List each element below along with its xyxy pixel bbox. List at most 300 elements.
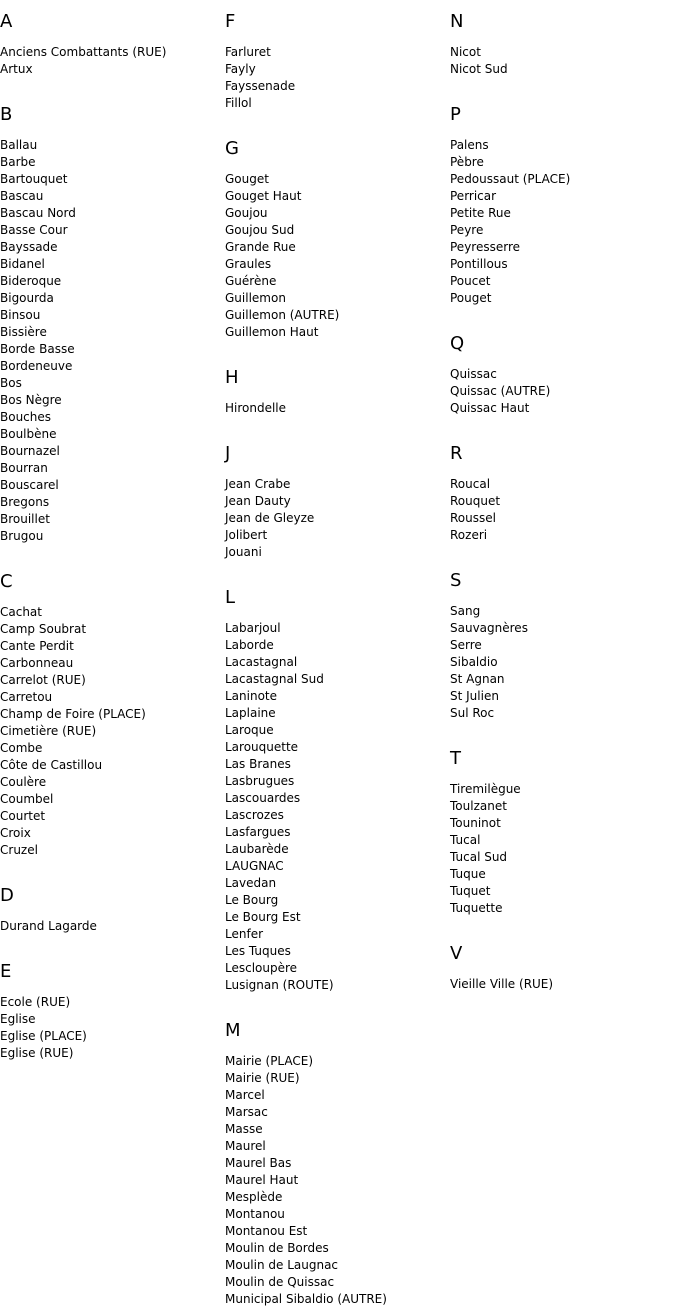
street-link-eglise-rue[interactable]: Eglise (RUE)	[0, 1046, 74, 1060]
street-link-laugnac[interactable]: LAUGNAC	[225, 859, 284, 873]
street-list-item	[0, 273, 225, 290]
street-list-item	[0, 239, 225, 256]
street-link-borde-basse[interactable]: Borde Basse	[0, 342, 75, 356]
street-link-cote-de-castillou[interactable]: Côte de Castillou	[0, 758, 103, 772]
street-link-bideroque[interactable]: Bideroque	[0, 274, 62, 288]
street-link-binsou[interactable]: Binsou	[0, 308, 41, 322]
letter-group-f	[225, 12, 450, 112]
street-list-item	[225, 95, 450, 112]
street-link-boulbene[interactable]: Boulbène	[0, 427, 57, 441]
street-list-item	[225, 875, 450, 892]
street-list-item	[0, 188, 225, 205]
letter-heading: V	[450, 943, 463, 964]
street-link-moulin-de-quissac[interactable]: Moulin de Quissac	[225, 1275, 335, 1289]
street-link-sauvagneres[interactable]: Sauvagnères	[450, 621, 528, 635]
street-list-item	[450, 273, 675, 290]
letter-group-a	[0, 12, 225, 78]
street-link-peyresserre[interactable]: Peyresserre	[450, 240, 521, 254]
street-list-item	[225, 1240, 450, 1257]
street-link-tuquette[interactable]: Tuquette	[450, 901, 503, 915]
street-link-pebre[interactable]: Pèbre	[450, 155, 484, 169]
street-link-bascau[interactable]: Bascau	[0, 189, 44, 203]
street-link-jolibert[interactable]: Jolibert	[225, 528, 268, 542]
street-link-bregons[interactable]: Bregons	[0, 495, 50, 509]
street-list-item	[450, 366, 675, 383]
street-link-gouget-haut[interactable]: Gouget Haut	[225, 189, 302, 203]
letter-group-q	[450, 334, 675, 417]
street-list-item	[225, 909, 450, 926]
street-list-item	[225, 807, 450, 824]
street-link-fayly[interactable]: Fayly	[225, 62, 256, 76]
street-link-poucet[interactable]: Poucet	[450, 274, 491, 288]
street-link-municipal-sibaldio-autre[interactable]: Municipal Sibaldio (AUTRE)	[225, 1292, 387, 1306]
street-link-petite-rue[interactable]: Petite Rue	[450, 206, 511, 220]
street-link-gouget[interactable]: Gouget	[225, 172, 269, 186]
letter-heading: E	[0, 961, 12, 982]
street-link-bos-negre[interactable]: Bos Nègre	[0, 393, 62, 407]
street-list-item	[225, 892, 450, 909]
street-link-serre[interactable]: Serre	[450, 638, 482, 652]
street-list-item	[225, 926, 450, 943]
letter-group-d	[0, 886, 225, 935]
street-list-item	[0, 842, 225, 859]
street-list-item	[225, 1138, 450, 1155]
letter-group-h	[225, 368, 450, 417]
street-list	[0, 994, 225, 1062]
street-list	[0, 137, 225, 545]
street-list	[0, 44, 225, 78]
street-list-item	[450, 256, 675, 273]
street-link-maurel-haut[interactable]: Maurel Haut	[225, 1173, 299, 1187]
street-link-ecole-rue[interactable]: Ecole (RUE)	[0, 995, 71, 1009]
street-list-item	[0, 137, 225, 154]
street-list-item	[450, 493, 675, 510]
street-link-bournazel[interactable]: Bournazel	[0, 444, 60, 458]
letter-heading: G	[225, 138, 239, 159]
street-list-item	[0, 791, 225, 808]
street-link-guillemon-haut[interactable]: Guillemon Haut	[225, 325, 319, 339]
street-list	[450, 603, 675, 722]
street-link-montanou-est[interactable]: Montanou Est	[225, 1224, 308, 1238]
street-link-jean-de-gleyze[interactable]: Jean de Gleyze	[225, 511, 315, 525]
street-list-item	[225, 44, 450, 61]
street-list-item	[0, 375, 225, 392]
street-link-sibaldio[interactable]: Sibaldio	[450, 655, 498, 669]
street-list-item	[450, 476, 675, 493]
street-list-item	[225, 1189, 450, 1206]
letter-heading: N	[450, 11, 464, 32]
street-list-item	[450, 400, 675, 417]
street-link-goujou-sud[interactable]: Goujou Sud	[225, 223, 295, 237]
street-list-item	[450, 705, 675, 722]
street-link-vieille-ville-rue[interactable]: Vieille Ville (RUE)	[450, 977, 554, 991]
letter-group-m	[225, 1021, 450, 1308]
street-list-item	[450, 781, 675, 798]
letter-group-n	[450, 12, 675, 78]
street-link-eglise-place[interactable]: Eglise (PLACE)	[0, 1029, 87, 1043]
street-list-item	[450, 603, 675, 620]
letter-heading: P	[450, 104, 461, 125]
letter-heading: M	[225, 1020, 241, 1041]
street-list-item	[450, 637, 675, 654]
letter-heading: D	[0, 885, 14, 906]
street-list-item	[0, 1045, 225, 1062]
street-list-item	[225, 256, 450, 273]
street-link-sang[interactable]: Sang	[450, 604, 481, 618]
street-list-item	[225, 705, 450, 722]
street-list-item	[450, 527, 675, 544]
street-link-maurel[interactable]: Maurel	[225, 1139, 266, 1153]
street-list-item	[450, 188, 675, 205]
street-list-item	[225, 400, 450, 417]
street-link-farluret[interactable]: Farluret	[225, 45, 271, 59]
street-link-pedoussaut-place[interactable]: Pedoussaut (PLACE)	[450, 172, 571, 186]
street-list-item	[225, 1087, 450, 1104]
street-list-item	[225, 290, 450, 307]
street-link-lasfargues[interactable]: Lasfargues	[225, 825, 291, 839]
street-link-bascau-nord[interactable]: Bascau Nord	[0, 206, 76, 220]
street-list-item	[225, 1172, 450, 1189]
street-list-item	[225, 773, 450, 790]
street-list-item	[450, 171, 675, 188]
street-list-item	[225, 239, 450, 256]
street-link-carrelot-rue[interactable]: Carrelot (RUE)	[0, 673, 86, 687]
street-list-item	[0, 460, 225, 477]
street-list-item	[0, 994, 225, 1011]
street-list-item	[225, 841, 450, 858]
street-list-item	[450, 61, 675, 78]
street-link-laroque[interactable]: Laroque	[225, 723, 274, 737]
street-list-item	[225, 205, 450, 222]
street-list	[450, 976, 675, 993]
street-link-bayssade[interactable]: Bayssade	[0, 240, 58, 254]
letter-group-v	[450, 944, 675, 993]
street-link-le-bourg[interactable]: Le Bourg	[225, 893, 279, 907]
street-list-item	[450, 976, 675, 993]
street-link-jouani[interactable]: Jouani	[225, 545, 262, 559]
street-link-cimetiere-rue[interactable]: Cimetière (RUE)	[0, 724, 97, 738]
street-list-item	[0, 511, 225, 528]
street-link-mesplede[interactable]: Mesplède	[225, 1190, 283, 1204]
street-list-item	[0, 205, 225, 222]
street-list-item	[0, 774, 225, 791]
street-link-cachat[interactable]: Cachat	[0, 605, 42, 619]
street-list-item	[225, 1206, 450, 1223]
letter-group-s	[450, 571, 675, 722]
street-link-guillemon-autre[interactable]: Guillemon (AUTRE)	[225, 308, 340, 322]
street-link-bigourda[interactable]: Bigourda	[0, 291, 54, 305]
street-link-bourran[interactable]: Bourran	[0, 461, 48, 475]
letter-heading: A	[0, 11, 13, 32]
street-link-tuquet[interactable]: Tuquet	[450, 884, 491, 898]
street-link-labarjoul[interactable]: Labarjoul	[225, 621, 281, 635]
street-list-item	[225, 1274, 450, 1291]
street-link-brugou[interactable]: Brugou	[0, 529, 44, 543]
street-link-cruzel[interactable]: Cruzel	[0, 843, 38, 857]
street-link-tuque[interactable]: Tuque	[450, 867, 486, 881]
street-link-guerene[interactable]: Guérène	[225, 274, 277, 288]
street-list-item	[225, 688, 450, 705]
street-link-barbe[interactable]: Barbe	[0, 155, 36, 169]
street-list-item	[0, 443, 225, 460]
street-list-item	[225, 654, 450, 671]
street-link-quissac[interactable]: Quissac	[450, 367, 497, 381]
street-list-item	[225, 1053, 450, 1070]
street-link-nicot-sud[interactable]: Nicot Sud	[450, 62, 508, 76]
street-list-item	[0, 290, 225, 307]
street-link-nicot[interactable]: Nicot	[450, 45, 481, 59]
street-list-item	[225, 1070, 450, 1087]
street-list-item	[0, 638, 225, 655]
street-link-carretou[interactable]: Carretou	[0, 690, 53, 704]
street-link-moulin-de-bordes[interactable]: Moulin de Bordes	[225, 1241, 329, 1255]
street-list-item	[225, 739, 450, 756]
street-link-eglise[interactable]: Eglise	[0, 1012, 36, 1026]
street-list-item	[225, 637, 450, 654]
street-link-cante-perdit[interactable]: Cante Perdit	[0, 639, 74, 653]
street-link-tucal[interactable]: Tucal	[450, 833, 481, 847]
street-list-item	[450, 671, 675, 688]
street-link-lascouardes[interactable]: Lascouardes	[225, 791, 301, 805]
street-list-item	[0, 477, 225, 494]
street-list-item	[225, 1121, 450, 1138]
street-link-bouches[interactable]: Bouches	[0, 410, 52, 424]
letter-heading: T	[450, 748, 461, 769]
letter-heading: H	[225, 367, 239, 388]
letter-heading: F	[225, 11, 236, 32]
street-list-item	[225, 493, 450, 510]
street-link-mairie-place[interactable]: Mairie (PLACE)	[225, 1054, 314, 1068]
street-link-courtet[interactable]: Courtet	[0, 809, 46, 823]
street-link-tiremilegue[interactable]: Tiremilègue	[450, 782, 521, 796]
street-link-lusignan-route[interactable]: Lusignan (ROUTE)	[225, 978, 334, 992]
street-link-rozeri[interactable]: Rozeri	[450, 528, 488, 542]
street-list-item	[225, 620, 450, 637]
street-list-item	[0, 341, 225, 358]
street-link-les-tuques[interactable]: Les Tuques	[225, 944, 291, 958]
street-link-bidanel[interactable]: Bidanel	[0, 257, 45, 271]
street-link-jean-dauty[interactable]: Jean Dauty	[225, 494, 291, 508]
street-list-item	[225, 1257, 450, 1274]
street-link-bos[interactable]: Bos	[0, 376, 22, 390]
street-list-item	[225, 78, 450, 95]
street-list-item	[225, 171, 450, 188]
street-link-maurel-bas[interactable]: Maurel Bas	[225, 1156, 292, 1170]
street-list-item	[0, 1028, 225, 1045]
index-column-1	[0, 0, 225, 1062]
street-list-item	[225, 324, 450, 341]
street-list-item	[450, 154, 675, 171]
street-link-coumbel[interactable]: Coumbel	[0, 792, 54, 806]
street-list-item	[450, 44, 675, 61]
street-link-st-agnan[interactable]: St Agnan	[450, 672, 505, 686]
street-link-las-branes[interactable]: Las Branes	[225, 757, 291, 771]
street-list-item	[0, 61, 225, 78]
street-link-grande-rue[interactable]: Grande Rue	[225, 240, 296, 254]
street-list-item	[225, 222, 450, 239]
street-link-bouscarel[interactable]: Bouscarel	[0, 478, 59, 492]
street-list-item	[225, 790, 450, 807]
street-link-jean-crabe[interactable]: Jean Crabe	[225, 477, 291, 491]
street-list	[0, 604, 225, 859]
street-list-item	[0, 825, 225, 842]
street-list-item	[225, 1104, 450, 1121]
street-list-item	[225, 756, 450, 773]
street-list-item	[0, 655, 225, 672]
street-link-touninot[interactable]: Touninot	[450, 816, 501, 830]
street-list	[450, 781, 675, 917]
street-list-item	[0, 740, 225, 757]
street-list-item	[225, 544, 450, 561]
street-list-item	[0, 307, 225, 324]
street-list	[225, 476, 450, 561]
street-list	[225, 171, 450, 341]
street-list-item	[450, 832, 675, 849]
street-link-peyre[interactable]: Peyre	[450, 223, 484, 237]
street-list-item	[0, 358, 225, 375]
letter-group-j	[225, 444, 450, 561]
street-list-item	[0, 528, 225, 545]
street-link-camp-soubrat[interactable]: Camp Soubrat	[0, 622, 87, 636]
letter-heading: R	[450, 443, 463, 464]
street-list-item	[450, 510, 675, 527]
street-link-perricar[interactable]: Perricar	[450, 189, 497, 203]
letter-heading: L	[225, 587, 236, 608]
street-link-moulin-de-laugnac[interactable]: Moulin de Laugnac	[225, 1258, 339, 1272]
street-link-roucal[interactable]: Roucal	[450, 477, 491, 491]
street-link-coulere[interactable]: Coulère	[0, 775, 47, 789]
letter-group-r	[450, 444, 675, 544]
street-link-combe[interactable]: Combe	[0, 741, 43, 755]
street-list-item	[450, 137, 675, 154]
street-link-lacastagnal-sud[interactable]: Lacastagnal Sud	[225, 672, 324, 686]
street-link-toulzanet[interactable]: Toulzanet	[450, 799, 507, 813]
street-link-marsac[interactable]: Marsac	[225, 1105, 268, 1119]
street-link-fillol[interactable]: Fillol	[225, 96, 252, 110]
street-list-item	[225, 527, 450, 544]
street-list-item	[0, 222, 225, 239]
street-link-larouquette[interactable]: Larouquette	[225, 740, 299, 754]
street-list-item	[450, 688, 675, 705]
street-list-item	[450, 620, 675, 637]
street-link-quissac-autre[interactable]: Quissac (AUTRE)	[450, 384, 551, 398]
street-link-champ-de-foire-place[interactable]: Champ de Foire (PLACE)	[0, 707, 146, 721]
street-link-roussel[interactable]: Roussel	[450, 511, 496, 525]
street-list-item	[450, 239, 675, 256]
street-link-anciens-combattants-rue[interactable]: Anciens Combattants (RUE)	[0, 45, 167, 59]
street-link-st-julien[interactable]: St Julien	[450, 689, 499, 703]
street-list-item	[450, 290, 675, 307]
street-list-item	[0, 324, 225, 341]
street-list-item	[225, 943, 450, 960]
street-list-item	[0, 723, 225, 740]
street-link-lavedan[interactable]: Lavedan	[225, 876, 277, 890]
street-list-item	[0, 392, 225, 409]
street-list-item	[450, 654, 675, 671]
street-link-lenfer[interactable]: Lenfer	[225, 927, 264, 941]
street-link-croix[interactable]: Croix	[0, 826, 31, 840]
street-list-item	[450, 798, 675, 815]
index-column-2	[225, 0, 450, 1308]
street-list-item	[0, 154, 225, 171]
street-link-montanou[interactable]: Montanou	[225, 1207, 285, 1221]
street-list-item	[0, 426, 225, 443]
street-list-item	[225, 61, 450, 78]
street-link-pontillous[interactable]: Pontillous	[450, 257, 508, 271]
street-link-graules[interactable]: Graules	[225, 257, 272, 271]
street-link-artux[interactable]: Artux	[0, 62, 33, 76]
street-link-lacastagnal[interactable]: Lacastagnal	[225, 655, 298, 669]
street-list-item	[225, 273, 450, 290]
street-link-basse-cour[interactable]: Basse Cour	[0, 223, 68, 237]
street-link-laninote[interactable]: Laninote	[225, 689, 278, 703]
street-link-pouget[interactable]: Pouget	[450, 291, 492, 305]
street-link-lasbrugues[interactable]: Lasbrugues	[225, 774, 295, 788]
street-link-palens[interactable]: Palens	[450, 138, 489, 152]
street-link-tucal-sud[interactable]: Tucal Sud	[450, 850, 508, 864]
street-list	[450, 137, 675, 307]
street-list-item	[0, 171, 225, 188]
street-link-laborde[interactable]: Laborde	[225, 638, 274, 652]
street-link-quissac-haut[interactable]: Quissac Haut	[450, 401, 530, 415]
street-list-item	[225, 722, 450, 739]
street-link-fayssenade[interactable]: Fayssenade	[225, 79, 296, 93]
street-list-item	[450, 900, 675, 917]
street-list-item	[450, 205, 675, 222]
street-link-brouillet[interactable]: Brouillet	[0, 512, 50, 526]
street-link-goujou[interactable]: Goujou	[225, 206, 268, 220]
street-link-bissiere[interactable]: Bissière	[0, 325, 47, 339]
street-link-laubarede[interactable]: Laubarède	[225, 842, 289, 856]
street-link-marcel[interactable]: Marcel	[225, 1088, 265, 1102]
street-link-hirondelle[interactable]: Hirondelle	[225, 401, 287, 415]
street-link-bartouquet[interactable]: Bartouquet	[0, 172, 68, 186]
street-list-item	[0, 494, 225, 511]
letter-heading: C	[0, 571, 13, 592]
street-list	[225, 44, 450, 112]
street-list-item	[225, 476, 450, 493]
street-link-lescloupere[interactable]: Lescloupère	[225, 961, 298, 975]
street-list-item	[0, 757, 225, 774]
street-list	[225, 1053, 450, 1308]
street-list	[450, 366, 675, 417]
street-link-laplaine[interactable]: Laplaine	[225, 706, 276, 720]
street-link-carbonneau[interactable]: Carbonneau	[0, 656, 74, 670]
street-link-rouquet[interactable]: Rouquet	[450, 494, 501, 508]
street-link-mairie-rue[interactable]: Mairie (RUE)	[225, 1071, 300, 1085]
letter-group-p	[450, 105, 675, 307]
street-link-guillemon[interactable]: Guillemon	[225, 291, 286, 305]
street-list-item	[450, 883, 675, 900]
letter-group-c	[0, 572, 225, 859]
street-link-masse[interactable]: Masse	[225, 1122, 263, 1136]
street-link-durand-lagarde[interactable]: Durand Lagarde	[0, 919, 97, 933]
letter-heading: S	[450, 570, 462, 591]
street-link-ballau[interactable]: Ballau	[0, 138, 38, 152]
street-list-item	[450, 383, 675, 400]
street-link-bordeneuve[interactable]: Bordeneuve	[0, 359, 73, 373]
street-list-item	[225, 1291, 450, 1308]
letter-heading: J	[225, 443, 231, 464]
street-list-item	[0, 706, 225, 723]
letter-group-e	[0, 962, 225, 1062]
street-link-le-bourg-est[interactable]: Le Bourg Est	[225, 910, 301, 924]
street-list-item	[450, 866, 675, 883]
street-link-lascrozes[interactable]: Lascrozes	[225, 808, 284, 822]
street-list	[450, 44, 675, 78]
letter-group-t	[450, 749, 675, 917]
street-link-sul-roc[interactable]: Sul Roc	[450, 706, 495, 720]
